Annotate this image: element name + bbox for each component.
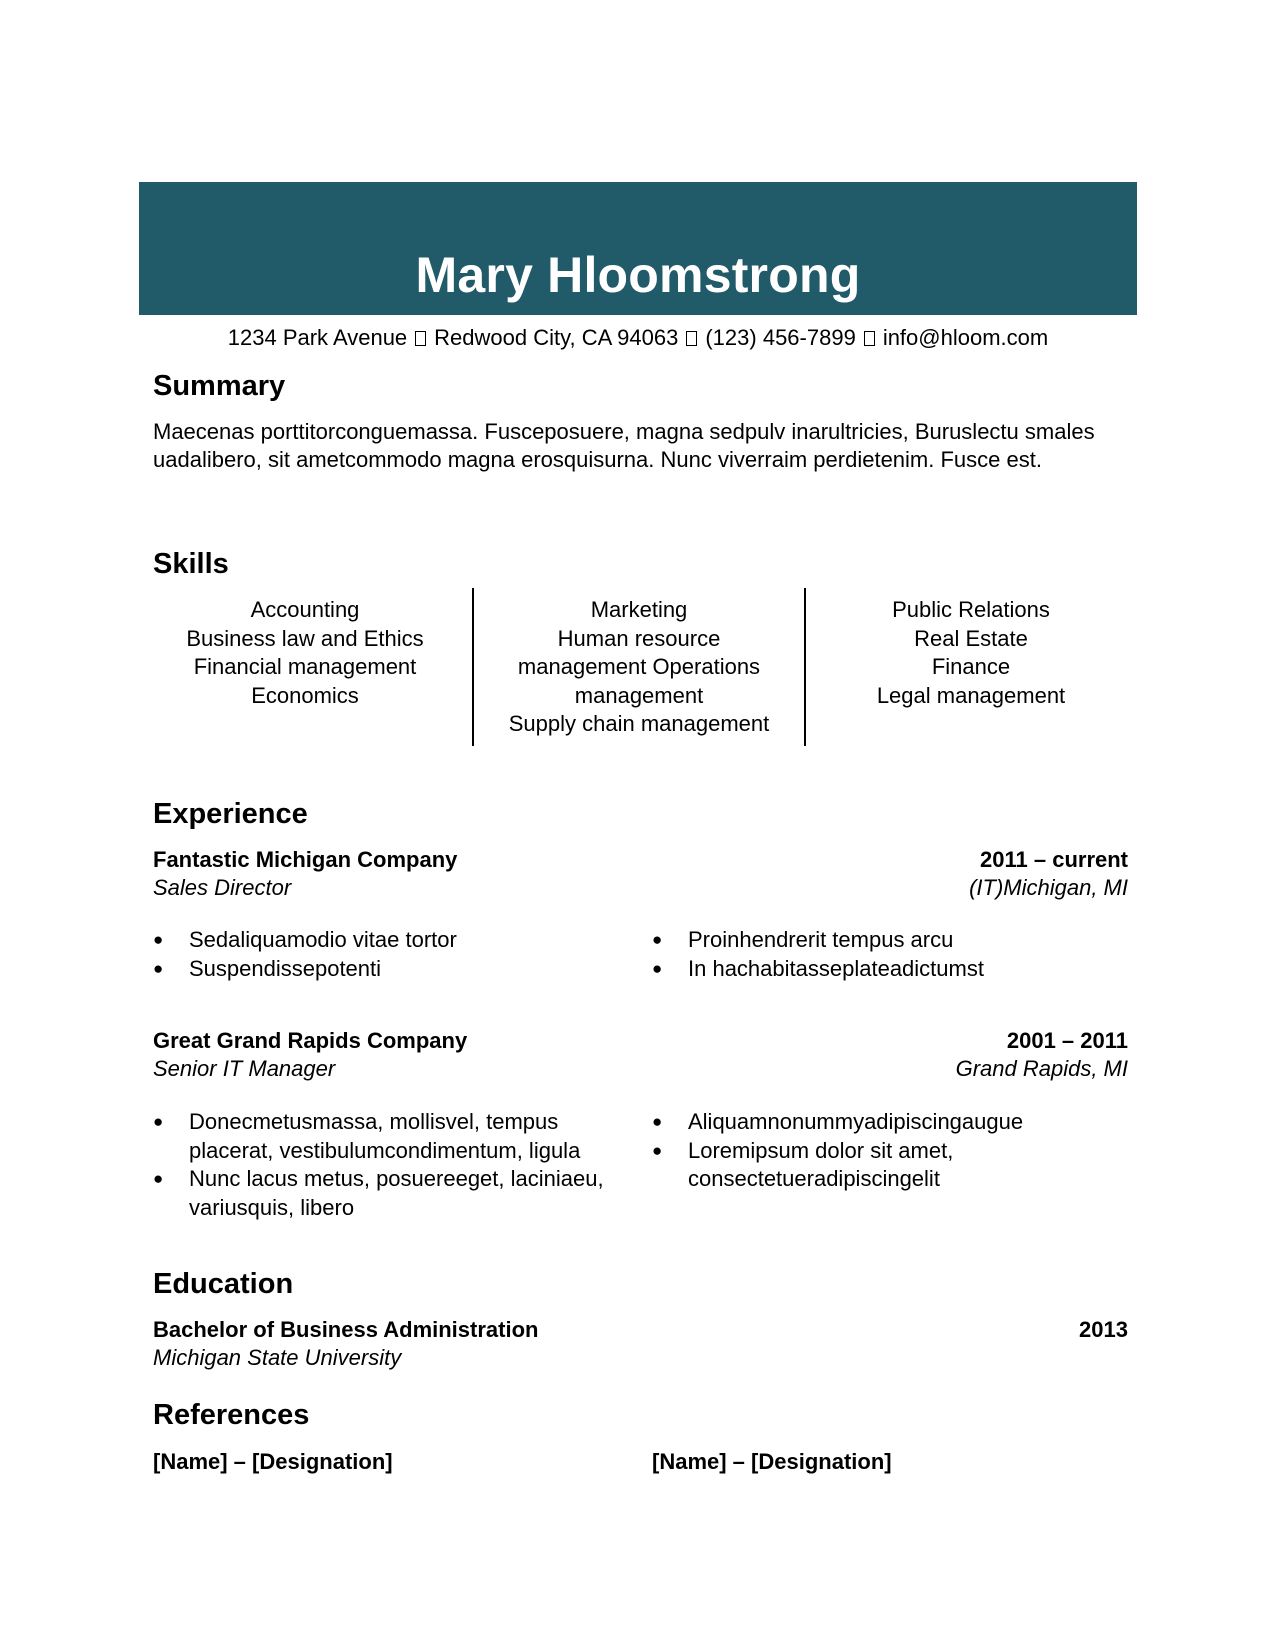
skills-column-1: [139, 588, 471, 746]
experience-heading: Experience: [153, 798, 308, 830]
skill-item: Business law and Ethics: [186, 625, 424, 651]
skill-item: Accounting: [250, 597, 360, 622]
education-degree: Bachelor of Business Administration: [153, 1317, 539, 1342]
job-company: Great Grand Rapids Company: [153, 1028, 468, 1053]
job-dates: 2001 – 2011: [1006, 1028, 1128, 1053]
job-title: Sales Director: [153, 875, 292, 900]
separator-box-icon: [415, 331, 426, 346]
skills-column-3: [805, 588, 1137, 746]
separator-box-icon: [864, 331, 875, 346]
job-location: Grand Rapids, MI: [955, 1056, 1128, 1081]
contact-phone: (123) 456-7899: [705, 325, 856, 350]
list-item: ● Loremipsum dolor sit amet, consectetueradipiscingelit: [652, 1137, 1102, 1194]
skill-item: Supply chain management: [508, 711, 770, 736]
skill-item: Public Relations: [892, 597, 1050, 622]
job-bullets-right: [652, 1108, 1102, 1194]
candidate-name: Mary Hloomstrong: [415, 247, 861, 303]
job-bullets-right: [652, 926, 1132, 983]
list-item: ● In hachabitasseplateadictumst: [652, 955, 1132, 984]
job-dates: 2011 – current: [980, 847, 1128, 872]
contact-line: [139, 325, 1137, 351]
list-item: ● Nunc lacus metus, posuereeget, laciniaeu, variusquis, libero: [153, 1165, 633, 1222]
contact-email[interactable]: info@hloom.com: [882, 325, 1049, 350]
education-heading: Education: [153, 1268, 294, 1300]
education-school: Michigan State University: [153, 1345, 402, 1370]
skill-item: Human resource management Operations management: [517, 625, 761, 708]
separator-box-icon: [686, 331, 697, 346]
education-year: 2013: [1079, 1317, 1128, 1342]
list-item: ● Donecmetusmassa, mollisvel, tempus placerat, vestibulumcondimentum, ligula: [153, 1108, 633, 1165]
list-item: ● Suspendissepotenti: [153, 955, 623, 984]
skill-item: Economics: [251, 682, 359, 708]
list-item: ● Sedaliquamodio vitae tortor: [153, 926, 623, 955]
skills-column-2: [473, 588, 805, 746]
job-bullets-left: [153, 926, 623, 983]
skill-item: Finance: [931, 654, 1011, 679]
skill-item: Real Estate: [914, 625, 1028, 651]
reference-item: [Name] – [Designation]: [652, 1449, 892, 1474]
skills-table: [139, 588, 1137, 746]
job-company: Fantastic Michigan Company: [153, 847, 458, 872]
reference-item: [Name] – [Designation]: [153, 1449, 393, 1474]
name-banner: [139, 182, 1137, 315]
contact-city: Redwood City, CA 94063: [434, 325, 679, 350]
skill-item: Financial management: [193, 654, 417, 679]
contact-address: 1234 Park Avenue: [227, 325, 408, 350]
list-item: ● Aliquamnonummyadipiscingaugue: [652, 1108, 1102, 1137]
summary-heading: Summary: [153, 370, 286, 402]
job-title: Senior IT Manager: [153, 1056, 336, 1081]
skill-item: Marketing: [590, 597, 688, 622]
skill-item: Legal management: [876, 682, 1066, 708]
references-heading: References: [153, 1399, 310, 1431]
job-bullets-left: [153, 1108, 633, 1222]
list-item: ● Proinhendrerit tempus arcu: [652, 926, 1132, 955]
skills-heading: Skills: [153, 548, 229, 580]
job-location: (IT)Michigan, MI: [969, 875, 1128, 900]
summary-text: Maecenas porttitorconguemassa. Fusceposuere, magna sedpulv inarultricies, Buruslectu smales uadalibero, sit ametcommodo magna erosquisurna. Nunc viverraim perdietenim. Fusce est.: [153, 419, 1095, 472]
